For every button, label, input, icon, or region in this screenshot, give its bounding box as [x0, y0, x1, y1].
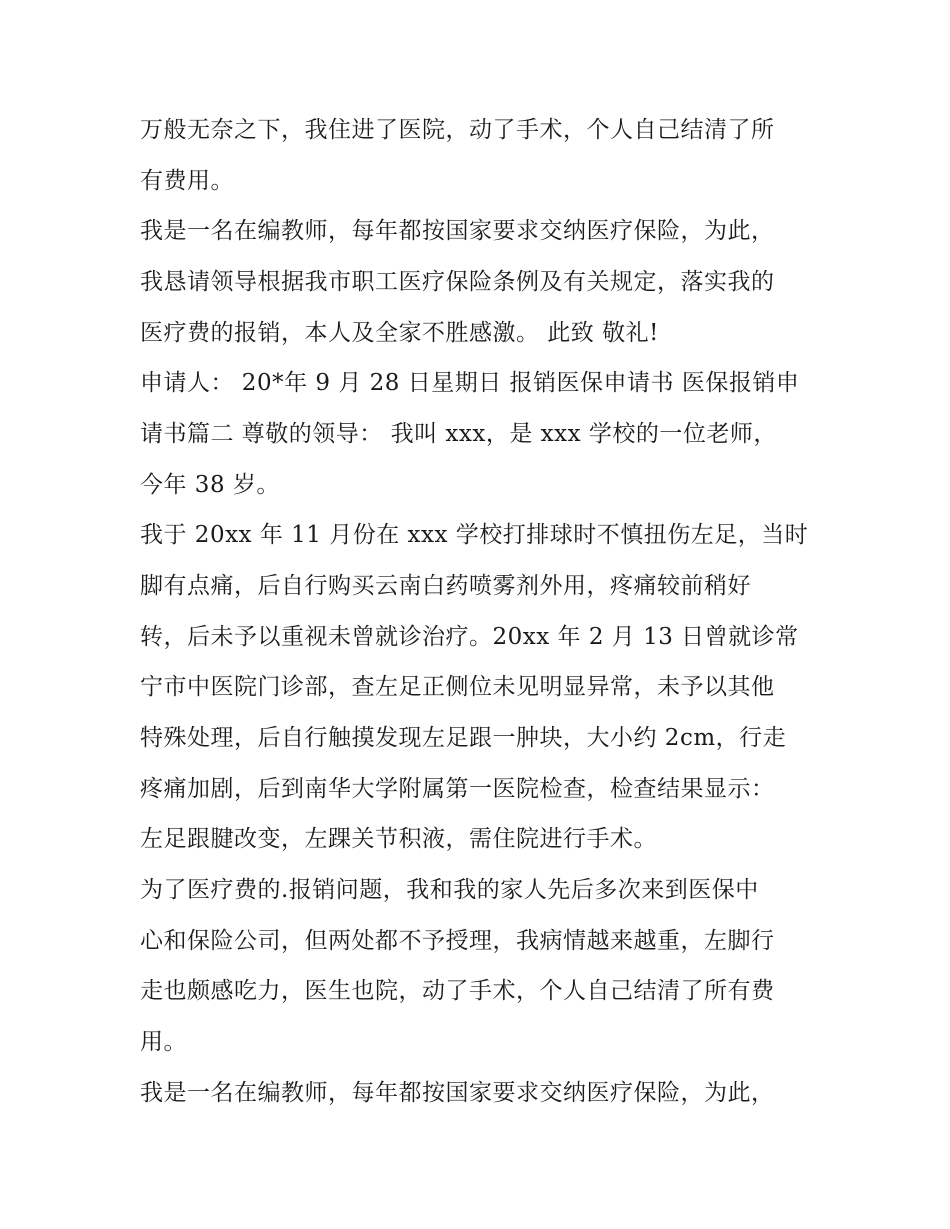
text-line: 走也颇感吃力，医生也院，动了手术，个人自己结清了所有费 — [140, 978, 775, 1004]
text-line: 今年 38 岁。 — [140, 472, 280, 498]
text-line: 疼痛加剧，后到南华大学附属第一医院检查，检查结果显示： — [140, 776, 775, 802]
text-line: 我于 20xx 年 11 月份在 xxx 学校打排球时不慎扭伤左足，当时 — [140, 522, 809, 548]
text-line: 我恳请领导根据我市职工医疗保险条例及有关规定，落实我的 — [140, 269, 775, 295]
text-line: 申请人： 20*年 9 月 28 日星期日 报销医保申请书 医保报销申 — [140, 370, 800, 396]
text-line: 左足跟腱改变，左踝关节积液，需住院进行手术。 — [140, 826, 657, 852]
text-line: 我是一名在编教师，每年都按国家要求交纳医疗保险，为此， — [140, 1080, 775, 1106]
text-line: 我是一名在编教师，每年都按国家要求交纳医疗保险，为此， — [140, 218, 775, 244]
text-line: 用。 — [140, 1029, 187, 1055]
text-line: 万般无奈之下，我住进了医院，动了手术，个人自己结清了所 — [140, 117, 775, 143]
text-line: 脚有点痛，后自行购买云南白药喷雾剂外用，疼痛较前稍好 — [140, 573, 751, 599]
text-line: 请书篇二 尊敬的领导： 我叫 xxx，是 xxx 学校的一位老师， — [140, 421, 777, 447]
text-line: 为了医疗费的.报销问题，我和我的家人先后多次来到医保中 — [140, 877, 759, 903]
text-line: 医疗费的报销，本人及全家不胜感激。 此致 敬礼! — [140, 320, 659, 346]
text-line: 有费用。 — [140, 168, 234, 194]
text-line: 心和保险公司，但两处都不予授理，我病情越来越重，左脚行 — [140, 928, 775, 954]
text-line: 转，后未予以重视未曾就诊治疗。20xx 年 2 月 13 日曾就诊常 — [140, 624, 799, 650]
text-line: 特殊处理，后自行触摸发现左足跟一肿块，大小约 2cm，行走 — [140, 725, 787, 751]
text-line: 宁市中医院门诊部，查左足正侧位未见明显异常，未予以其他 — [140, 674, 775, 700]
